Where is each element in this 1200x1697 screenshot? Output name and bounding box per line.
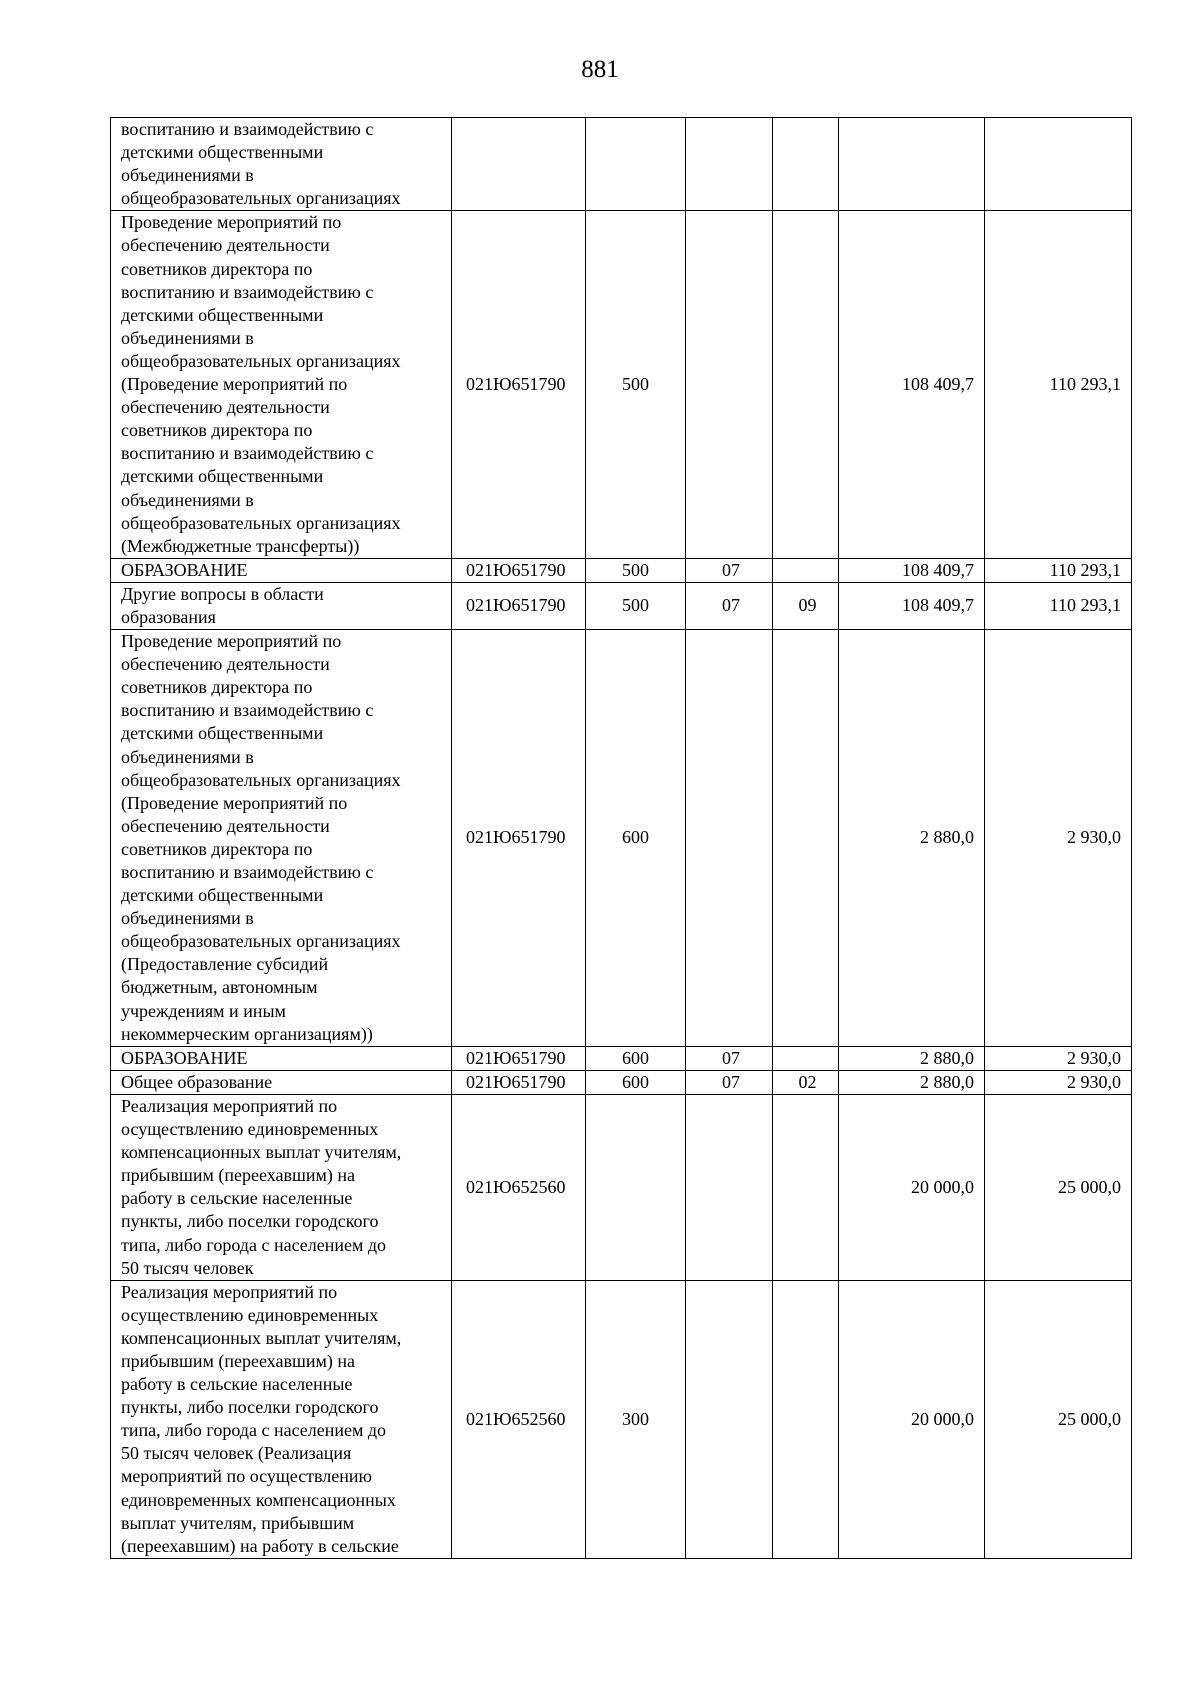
row-name-cell: воспитанию и взаимодействию с детскими общественными объединениями в общеобразовательных организациях xyxy=(111,118,452,211)
row-name-cell: ОБРАЗОВАНИЕ xyxy=(111,558,452,582)
section-cell: 07 xyxy=(686,582,773,629)
amount-year-1-cell: 2 880,0 xyxy=(839,1046,985,1070)
subsection-cell xyxy=(773,558,839,582)
target-article-cell: 021Ю651790 xyxy=(452,558,586,582)
amount-year-1-cell: 2 880,0 xyxy=(839,1070,985,1094)
subsection-cell xyxy=(773,118,839,211)
expense-type-cell: 500 xyxy=(586,211,686,558)
amount-year-1-cell: 108 409,7 xyxy=(839,558,985,582)
table-row xyxy=(111,1070,1132,1094)
amount-year-2-cell: 2 930,0 xyxy=(985,1046,1132,1070)
section-cell xyxy=(686,630,773,1047)
amount-year-1-cell: 20 000,0 xyxy=(839,1094,985,1280)
amount-year-2-cell: 25 000,0 xyxy=(985,1280,1132,1558)
expense-type-cell: 300 xyxy=(586,1280,686,1558)
amount-year-2-cell: 2 930,0 xyxy=(985,1070,1132,1094)
table-row xyxy=(111,558,1132,582)
table-body xyxy=(111,118,1132,1559)
section-cell xyxy=(686,1094,773,1280)
section-cell: 07 xyxy=(686,1046,773,1070)
expense-type-cell: 600 xyxy=(586,630,686,1047)
subsection-cell: 02 xyxy=(773,1070,839,1094)
table-row xyxy=(111,211,1132,558)
amount-year-1-cell: 20 000,0 xyxy=(839,1280,985,1558)
subsection-cell: 09 xyxy=(773,582,839,629)
row-name-cell: Общее образование xyxy=(111,1070,452,1094)
target-article-cell: 021Ю651790 xyxy=(452,582,586,629)
section-cell: 07 xyxy=(686,558,773,582)
expense-type-cell: 600 xyxy=(586,1046,686,1070)
amount-year-2-cell xyxy=(985,118,1132,211)
expense-type-cell: 500 xyxy=(586,558,686,582)
budget-table xyxy=(110,117,1132,1559)
amount-year-2-cell: 25 000,0 xyxy=(985,1094,1132,1280)
section-cell xyxy=(686,118,773,211)
subsection-cell xyxy=(773,1280,839,1558)
amount-year-2-cell: 2 930,0 xyxy=(985,630,1132,1047)
table-row xyxy=(111,630,1132,1047)
subsection-cell xyxy=(773,1094,839,1280)
amount-year-1-cell: 2 880,0 xyxy=(839,630,985,1047)
table-row xyxy=(111,1094,1132,1280)
table-row xyxy=(111,118,1132,211)
section-cell xyxy=(686,1280,773,1558)
row-name-cell: Реализация мероприятий по осуществлению единовременных компенсационных выплат учителям, прибывшим (переехавшим) на работу в сельские населенные пункты, либо поселки городского типа, либо города с населением до 50 тысяч человек (Реализация мероприятий по осуществлению единовременных компенсационных выплат учителям, прибывшим (переехавшим) на работу в сельские xyxy=(111,1280,452,1558)
subsection-cell xyxy=(773,630,839,1047)
target-article-cell: 021Ю652560 xyxy=(452,1094,586,1280)
amount-year-2-cell: 110 293,1 xyxy=(985,582,1132,629)
table-row xyxy=(111,1280,1132,1558)
target-article-cell: 021Ю651790 xyxy=(452,1046,586,1070)
subsection-cell xyxy=(773,1046,839,1070)
target-article-cell: 021Ю651790 xyxy=(452,630,586,1047)
row-name-cell: Другие вопросы в области образования xyxy=(111,582,452,629)
section-cell xyxy=(686,211,773,558)
amount-year-1-cell: 108 409,7 xyxy=(839,211,985,558)
expense-type-cell xyxy=(586,1094,686,1280)
row-name-cell: Проведение мероприятий по обеспечению деятельности советников директора по воспитанию и взаимодействию с детскими общественными объединениями в общеобразовательных организациях (Проведение мероприятий по обеспечению деятельности советников директора по воспитанию и взаимодействию с детскими общественными объединениями в общеобразовательных организациях (Предоставление субсидий бюджетным, автономным учреждениям и иным некоммерческим организациям)) xyxy=(111,630,452,1047)
target-article-cell xyxy=(452,118,586,211)
page-number: 881 xyxy=(581,56,619,83)
table-row xyxy=(111,582,1132,629)
amount-year-2-cell: 110 293,1 xyxy=(985,211,1132,558)
expense-type-cell xyxy=(586,118,686,211)
subsection-cell xyxy=(773,211,839,558)
target-article-cell: 021Ю652560 xyxy=(452,1280,586,1558)
row-name-cell: ОБРАЗОВАНИЕ xyxy=(111,1046,452,1070)
target-article-cell: 021Ю651790 xyxy=(452,1070,586,1094)
expense-type-cell: 600 xyxy=(586,1070,686,1094)
row-name-cell: Реализация мероприятий по осуществлению единовременных компенсационных выплат учителям, прибывшим (переехавшим) на работу в сельские населенные пункты, либо поселки городского типа, либо города с населением до 50 тысяч человек xyxy=(111,1094,452,1280)
section-cell: 07 xyxy=(686,1070,773,1094)
amount-year-1-cell xyxy=(839,118,985,211)
row-name-cell: Проведение мероприятий по обеспечению деятельности советников директора по воспитанию и взаимодействию с детскими общественными объединениями в общеобразовательных организациях (Проведение мероприятий по обеспечению деятельности советников директора по воспитанию и взаимодействию с детскими общественными объединениями в общеобразовательных организациях (Межбюджетные трансферты)) xyxy=(111,211,452,558)
amount-year-1-cell: 108 409,7 xyxy=(839,582,985,629)
amount-year-2-cell: 110 293,1 xyxy=(985,558,1132,582)
target-article-cell: 021Ю651790 xyxy=(452,211,586,558)
expense-type-cell: 500 xyxy=(586,582,686,629)
table-row xyxy=(111,1046,1132,1070)
